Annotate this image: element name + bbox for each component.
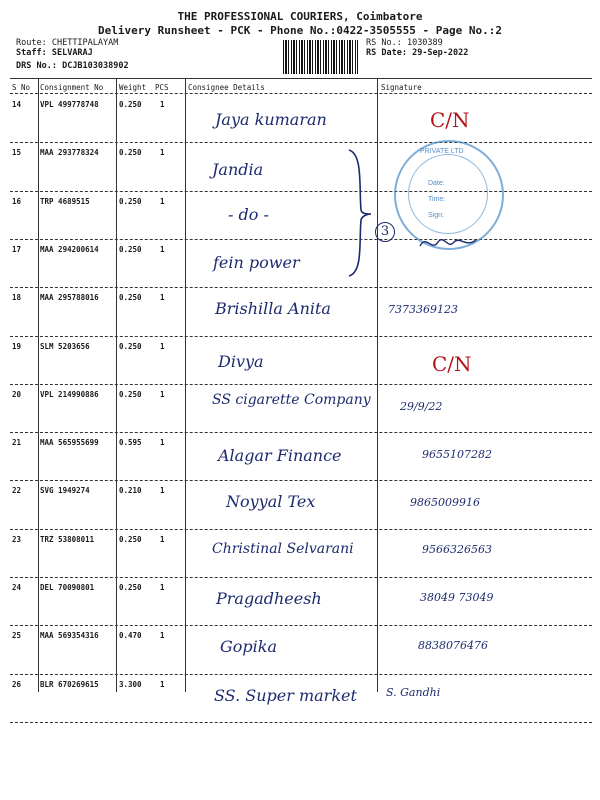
row-consignment-no: TRP 4689515	[40, 196, 90, 206]
row-consignment-no: VPL 214990886	[40, 389, 99, 399]
row-divider	[10, 384, 592, 385]
row-consignment-no: MAA 293778324	[40, 148, 99, 158]
row-signature-handwritten: C/N	[432, 351, 472, 376]
row-consignment-no: DEL 70090801	[40, 583, 95, 592]
row-pcs: 1	[160, 438, 165, 448]
row-pcs: 1	[160, 486, 165, 496]
row-weight: 0.250	[119, 293, 142, 303]
row-signature-handwritten: S. Gandhi	[386, 685, 441, 699]
row-weight: 0.470	[119, 631, 142, 641]
col-divider	[38, 79, 39, 692]
row-consignee-handwritten: Noyyal Tex	[226, 492, 316, 512]
row-consignee-handwritten: SS cigarette Company	[212, 391, 371, 408]
staff-line: Staff: SELVARAJ	[16, 48, 93, 58]
col-header-consignee: Consignee Details	[188, 83, 265, 92]
row-divider	[10, 577, 592, 578]
row-divider	[10, 722, 592, 723]
row-sno: 26	[12, 679, 22, 689]
row-weight: 0.250	[119, 389, 142, 399]
row-pcs: 1	[160, 244, 165, 254]
row-signature-handwritten: 9655107282	[422, 448, 492, 462]
row-consignment-no: SVG 1949274	[40, 486, 90, 496]
rs-no-value: 1030389	[406, 38, 443, 48]
row-weight: 0.250	[119, 100, 142, 109]
row-sno: 17	[12, 244, 22, 254]
drs-value: DCJB103038902	[62, 61, 129, 71]
rs-no-line: RS No.: 1030389	[366, 38, 443, 48]
row-consignee-handwritten: - do -	[228, 204, 269, 224]
row-weight: 0.210	[119, 486, 142, 496]
row-sno: 14	[12, 100, 22, 109]
row-sno: 25	[12, 631, 22, 641]
col-header-pcs: PCS	[155, 83, 169, 92]
row-consignee-handwritten: Alagar Finance	[218, 446, 342, 466]
col-header-weight: Weight	[119, 83, 147, 92]
row-divider	[10, 191, 592, 192]
runsheet-title: Delivery Runsheet - PCK - Phone No.:0422-3505555 - Page No.:2	[98, 24, 502, 37]
company-title: THE PROFESSIONAL COURIERS, Coimbatore	[177, 10, 423, 23]
row-divider	[10, 625, 592, 626]
rs-date-line: RS Date: 29-Sep-2022	[366, 48, 469, 58]
row-sno: 24	[12, 583, 22, 592]
row-consignee-handwritten: Jaya kumaran	[215, 110, 327, 129]
row-sno: 20	[12, 389, 22, 399]
route-line: Route: CHETTIPALAYAM	[16, 38, 119, 48]
row-sno: 16	[12, 196, 22, 206]
row-divider	[10, 480, 592, 481]
row-weight: 0.250	[119, 148, 142, 158]
row-signature-handwritten: 9865009916	[410, 496, 480, 510]
row-divider	[10, 239, 592, 240]
row-divider	[10, 142, 592, 143]
row-consignment-no: MAA 569354316	[40, 631, 99, 641]
row-pcs: 1	[160, 196, 165, 206]
row-pcs: 1	[160, 293, 165, 303]
group-brace	[345, 148, 375, 278]
route-value: CHETTIPALAYAM	[51, 38, 119, 48]
row-weight: 3.300	[119, 679, 142, 689]
row-weight: 0.250	[119, 534, 142, 544]
row-divider	[10, 529, 592, 530]
col-header-signature: Signature	[381, 83, 422, 92]
company-stamp: PRIVATE LTD Date: Time: Sign:	[394, 140, 504, 250]
row-sno: 15	[12, 148, 22, 158]
row-pcs: 1	[160, 148, 165, 158]
row-sno: 18	[12, 293, 22, 303]
col-divider	[116, 79, 117, 692]
row-divider	[10, 674, 592, 675]
row-signature-handwritten: 7373369123	[388, 303, 458, 317]
row-consignment-no: TRZ 53808011	[40, 534, 95, 544]
row-divider	[10, 287, 592, 288]
row-weight: 0.250	[119, 196, 142, 206]
row-sno: 21	[12, 438, 22, 448]
staff-value: SELVARAJ	[51, 48, 93, 58]
row-divider	[10, 432, 592, 433]
row-consignment-no: BLR 670269615	[40, 679, 99, 689]
row-pcs: 1	[160, 389, 165, 399]
col-divider	[185, 79, 186, 692]
row-consignment-no: MAA 294200614	[40, 244, 99, 254]
row-consignment-no: MAA 295788016	[40, 293, 99, 303]
col-divider	[377, 79, 378, 692]
row-consignee-handwritten: Divya	[218, 351, 264, 371]
row-pcs: 1	[160, 679, 165, 689]
stamp-scribble-signature	[418, 232, 478, 254]
row-weight: 0.250	[119, 341, 142, 351]
row-pcs: 1	[160, 631, 165, 641]
row-consignment-no: SLM 5203656	[40, 341, 90, 351]
row-divider	[10, 336, 592, 337]
row-consignee-handwritten: Brishilla Anita	[215, 299, 331, 319]
col-header-consignment: Consignment No	[40, 83, 104, 92]
row-consignee-handwritten: Christinal Selvarani	[212, 540, 354, 557]
row-signature-handwritten: 29/9/22	[400, 399, 443, 413]
row-weight: 0.250	[119, 583, 142, 592]
row-pcs: 1	[160, 534, 165, 544]
row-sno: 22	[12, 486, 22, 496]
row-consignee-handwritten: Pragadheesh	[216, 589, 322, 608]
row-weight: 0.250	[119, 244, 142, 254]
row-signature-handwritten: 9566326563	[422, 542, 492, 556]
row-consignment-no: VPL 499778748	[40, 100, 99, 109]
row-signature-handwritten: 8838076476	[418, 639, 488, 653]
row-pcs: 1	[160, 583, 165, 592]
row-sno: 19	[12, 341, 22, 351]
rs-date-value: 29-Sep-2022	[412, 48, 469, 58]
drs-line: DRS No.: DCJB103038902	[16, 61, 129, 71]
table-top-border	[10, 78, 592, 79]
header-divider	[10, 93, 592, 94]
row-sno: 23	[12, 534, 22, 544]
col-header-sno: S No	[12, 83, 31, 92]
row-signature-handwritten: C/N	[430, 108, 470, 132]
barcode	[283, 40, 358, 74]
row-pcs: 1	[160, 341, 165, 351]
row-consignment-no: MAA 565955699	[40, 438, 99, 448]
row-consignee-handwritten: Gopika	[220, 637, 278, 657]
row-pcs: 1	[160, 100, 165, 109]
row-consignee-handwritten: fein power	[213, 252, 300, 272]
row-consignee-handwritten: Jandia	[212, 160, 264, 180]
row-signature-handwritten: 38049 73049	[420, 591, 494, 604]
row-consignee-handwritten: SS. Super market	[214, 685, 357, 705]
row-weight: 0.595	[119, 438, 142, 448]
group-mark: 3	[375, 222, 395, 242]
